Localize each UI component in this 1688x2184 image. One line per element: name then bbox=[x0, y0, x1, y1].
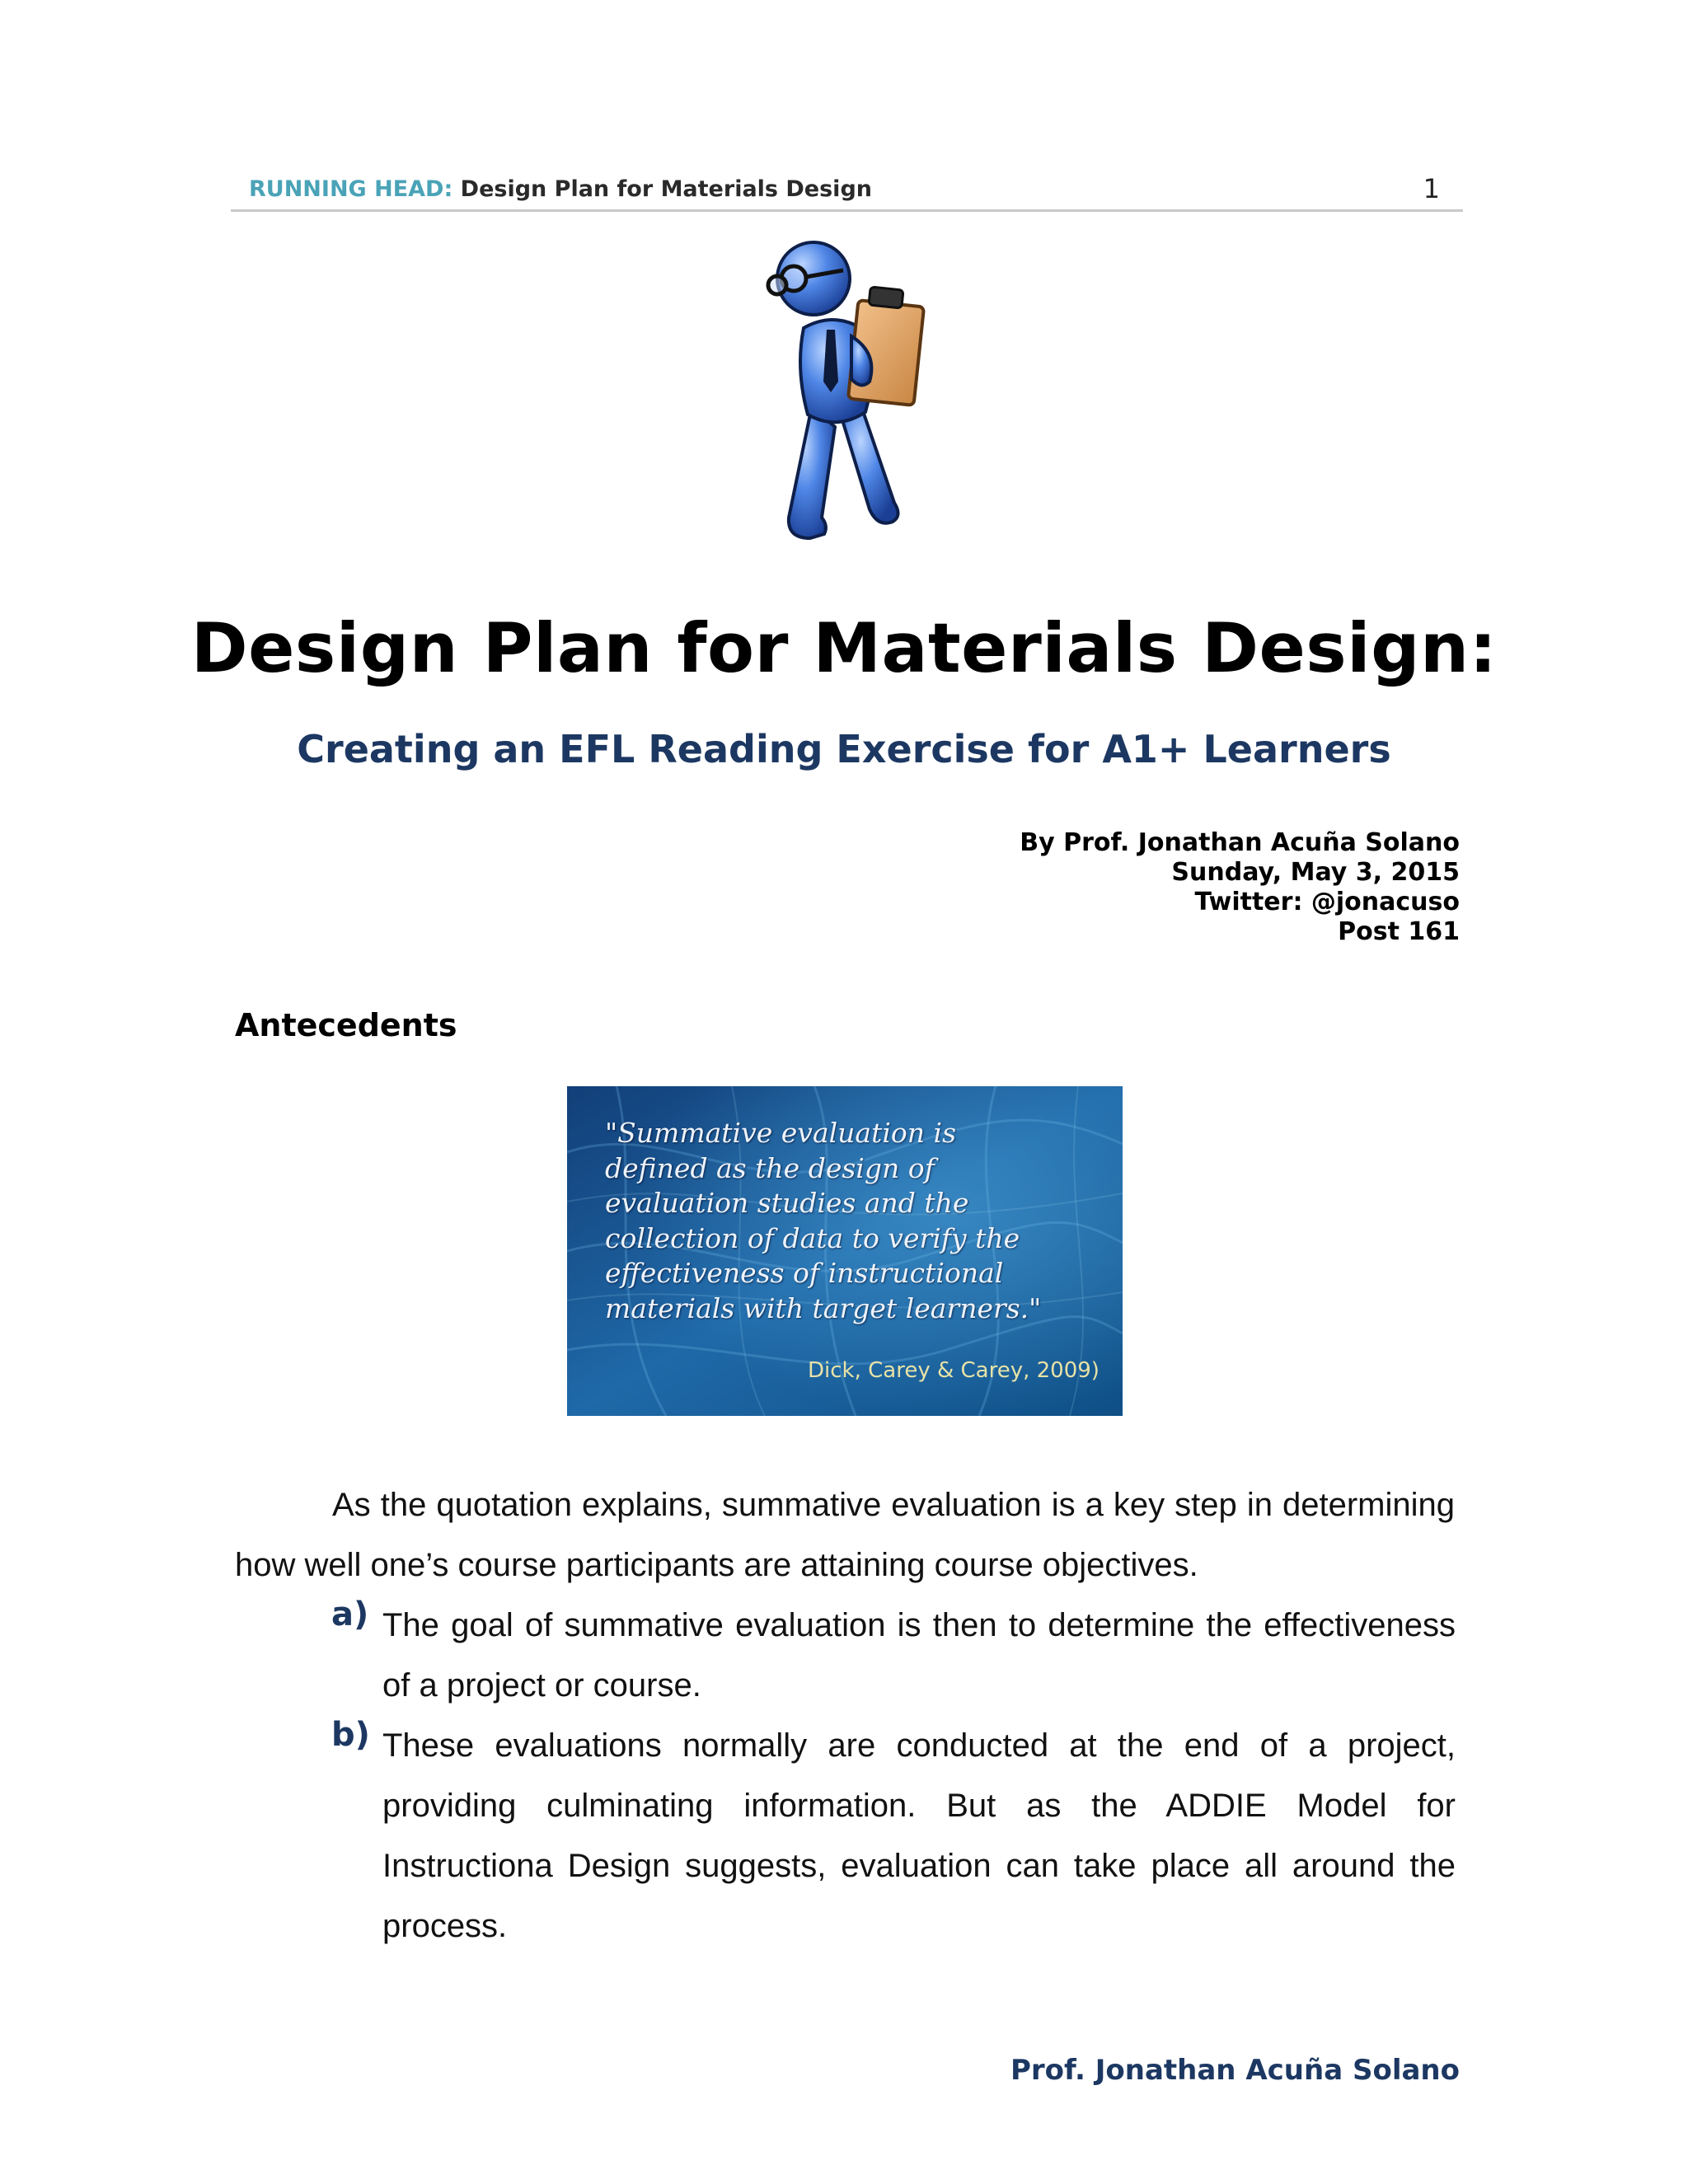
footer-author: Prof. Jonathan Acuña Solano bbox=[1010, 2054, 1460, 2087]
quote-image bbox=[567, 1086, 1123, 1416]
list-marker: b) bbox=[331, 1716, 370, 1754]
quote-line: evaluation studies and the bbox=[605, 1187, 969, 1219]
quote-citation: Dick, Carey & Carey, 2009) bbox=[808, 1358, 1100, 1383]
section-heading: Antecedents bbox=[235, 1007, 457, 1043]
byline-date: Sunday, May 3, 2015 bbox=[1171, 858, 1460, 887]
quote-line: effectiveness of instructional bbox=[605, 1257, 1004, 1289]
byline-author: By Prof. Jonathan Acuña Solano bbox=[1020, 828, 1460, 857]
figure-with-clipboard-icon bbox=[746, 237, 944, 551]
document-subtitle: Creating an EFL Reading Exercise for A1+ Learners bbox=[297, 727, 1391, 771]
page-number: 1 bbox=[1423, 173, 1440, 204]
running-head bbox=[249, 176, 872, 202]
paragraph bbox=[235, 1475, 1455, 1596]
quote-line: materials with target learners." bbox=[605, 1291, 1042, 1324]
list-item-text: The goal of summative evaluation is then to determine the effectiveness of a project or course. bbox=[382, 1607, 1456, 1704]
paragraph-text: As the quotation explains, summative evaluation is a key step in determining how well one’s course participants are attaining course objectives. bbox=[235, 1487, 1455, 1583]
byline-post: Post 161 bbox=[1338, 917, 1460, 946]
byline-twitter: Twitter: @jonacuso bbox=[1194, 888, 1460, 916]
document-title: Design Plan for Materials Design: bbox=[190, 608, 1498, 688]
running-head-title: Design Plan for Materials Design bbox=[460, 176, 872, 202]
running-head-label: RUNNING HEAD: bbox=[249, 176, 453, 202]
quote-line: "Summative evaluation is bbox=[605, 1117, 957, 1149]
list-item-text: These evaluations normally are conducted at the end of a project, providing culminating information. But as the ADDIE Model for Instructiona Design suggests, evaluation can take place all around the process. bbox=[382, 1727, 1456, 1944]
quote-text bbox=[605, 1116, 1100, 1326]
quote-line: collection of data to verify the bbox=[605, 1221, 1020, 1254]
list-marker: a) bbox=[331, 1596, 369, 1633]
quote-line: defined as the design of bbox=[605, 1151, 935, 1184]
byline bbox=[1020, 828, 1460, 947]
running-header bbox=[231, 173, 1463, 212]
